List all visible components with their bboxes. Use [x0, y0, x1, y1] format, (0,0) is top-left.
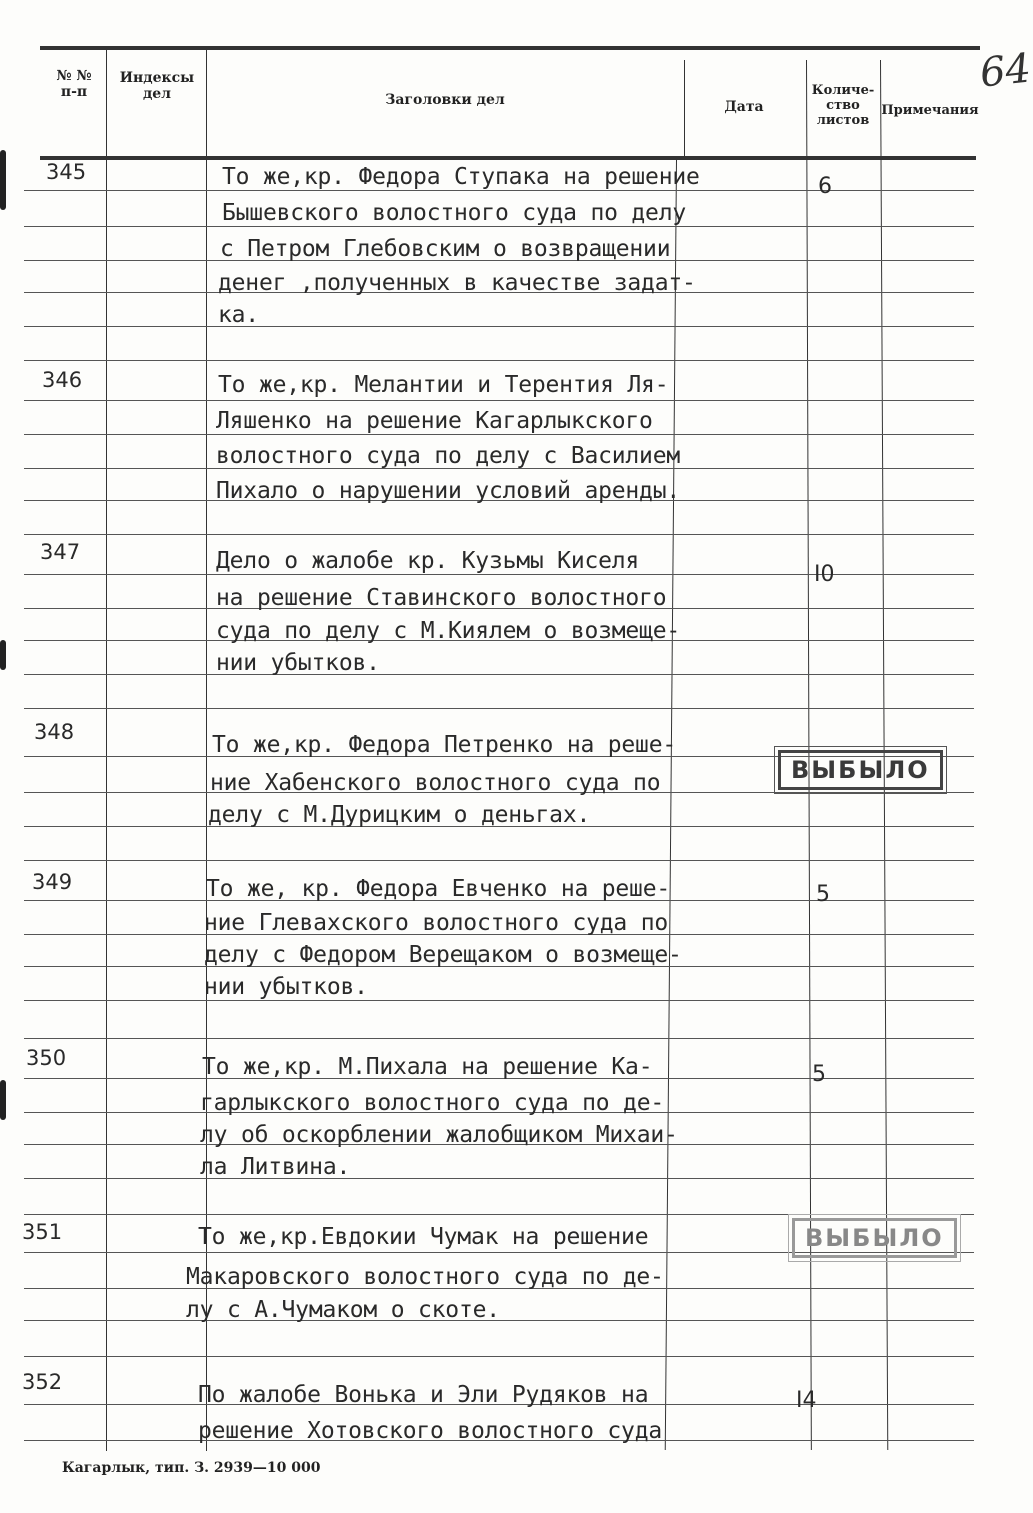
ruled-row-line [24, 400, 974, 401]
entry-346-line: То же,кр. Мелантии и Терентия Ля- [218, 372, 669, 398]
header-col-index: Индексы дел [119, 70, 195, 103]
entry-351-line: То же,кр.Евдокии Чумак на решение [198, 1224, 649, 1250]
entry-348-line: ние Хабенского волостного суда по [210, 770, 661, 796]
entry-350-line: ла Литвина. [200, 1154, 351, 1180]
entry-347-line: нии убытков. [216, 650, 380, 676]
entry-345-line: денег ,полученных в качестве задат- [218, 270, 696, 296]
ruled-row-line [24, 674, 974, 675]
entry-350-number: 350 [26, 1046, 67, 1070]
entry-346-line: волостного суда по делу с Василием [216, 443, 681, 469]
entry-351-number: 351 [22, 1220, 63, 1244]
scan-edge-mark [0, 1080, 6, 1120]
header-col-notes: Примечания [881, 103, 979, 118]
ruled-row-line [24, 326, 974, 327]
entry-345-number: 345 [46, 160, 87, 184]
entry-350-sheets: 5 [812, 1062, 826, 1087]
entry-352-line: решение Хотовского волостного суда [198, 1418, 663, 1444]
entry-348-number: 348 [34, 720, 75, 744]
printer-imprint: Кагарлык, тип. З. 2939—10 000 [62, 1460, 321, 1476]
entry-348-line: делу с М.Дурицким о деньгах. [208, 802, 591, 828]
column-rule [684, 60, 685, 160]
column-rule [665, 160, 677, 1450]
entry-345-line: ка. [218, 302, 259, 328]
ruled-row-line [24, 1038, 974, 1039]
entry-345-line: То же,кр. Федора Ступака на решение [222, 164, 700, 190]
header-col-number: № № п-п [56, 68, 92, 101]
ruled-row-line [24, 1356, 974, 1357]
entry-349-line: То же, кр. Федора Евченко на реше- [206, 876, 671, 902]
ruled-row-line [24, 1000, 974, 1001]
entry-349-line: нии убытков. [204, 974, 368, 1000]
page-number: 64 [977, 45, 1033, 97]
entry-346-number: 346 [42, 368, 83, 392]
column-rule [106, 46, 107, 1451]
ruled-row-line [24, 1178, 974, 1179]
scan-edge-mark [0, 640, 6, 670]
entry-346-line: Ляшенко на решение Кагарлыкского [216, 408, 653, 434]
header-bottom-border [40, 156, 976, 160]
entry-348-line: То же,кр. Федора Петренко на реше- [212, 732, 677, 758]
header-col-sheets: Количе- ство листов [811, 83, 875, 128]
entry-346-line: Пихало о нарушении условий аренды. [216, 478, 681, 504]
entry-349-sheets: 5 [816, 882, 830, 907]
entry-345-line: с Петром Глебовским о возвращении [220, 236, 671, 262]
entry-347-line: суда по делу с М.Киялем о возмеще- [216, 618, 681, 644]
ruled-row-line [24, 434, 974, 435]
entry-345-sheets: 6 [818, 174, 832, 199]
entry-349-number: 349 [32, 870, 73, 894]
entry-350-line: лу об оскорблении жалобщиком Михаи- [200, 1122, 678, 1148]
entry-345-line: Бышевского волостного суда по делу [222, 200, 687, 226]
header-col-title: Заголовки дел [385, 92, 505, 108]
withdrawn-stamp: ВЫБЫЛО [792, 1218, 957, 1258]
ruled-row-line [24, 226, 974, 227]
entry-350-line: гарлыкского волостного суда по де- [200, 1090, 665, 1116]
ruled-row-line [24, 1214, 974, 1215]
table-top-border [40, 46, 980, 50]
entry-352-number: 352 [22, 1370, 63, 1394]
ruled-row-line [24, 534, 974, 535]
scan-edge-mark [0, 150, 6, 210]
entry-347-sheets: I0 [814, 562, 835, 587]
ruled-row-line [24, 708, 974, 709]
entry-350-line: То же,кр. М.Пихала на решение Ка- [202, 1054, 653, 1080]
entry-352-line: По жалобе Вонька и Эли Рудяков на [198, 1382, 649, 1408]
entry-349-line: делу с Федором Верещаком о возмеще- [204, 942, 682, 968]
entry-351-line: Макаровского волостного суда по де- [186, 1264, 664, 1290]
entry-351-line: лу с А.Чумаком о скоте. [186, 1297, 500, 1323]
ruled-row-line [24, 860, 974, 861]
withdrawn-stamp: ВЫБЫЛО [778, 750, 943, 790]
entry-347-number: 347 [40, 540, 81, 564]
entry-347-line: на решение Ставинского волостного [216, 585, 667, 611]
ruled-row-line [24, 360, 974, 361]
entry-347-line: Дело о жалобе кр. Кузьмы Киселя [216, 548, 640, 574]
header-col-date: Дата [724, 99, 764, 115]
entry-349-line: ние Глевахского волостного суда по [204, 910, 669, 936]
entry-352-sheets: I4 [796, 1388, 817, 1413]
